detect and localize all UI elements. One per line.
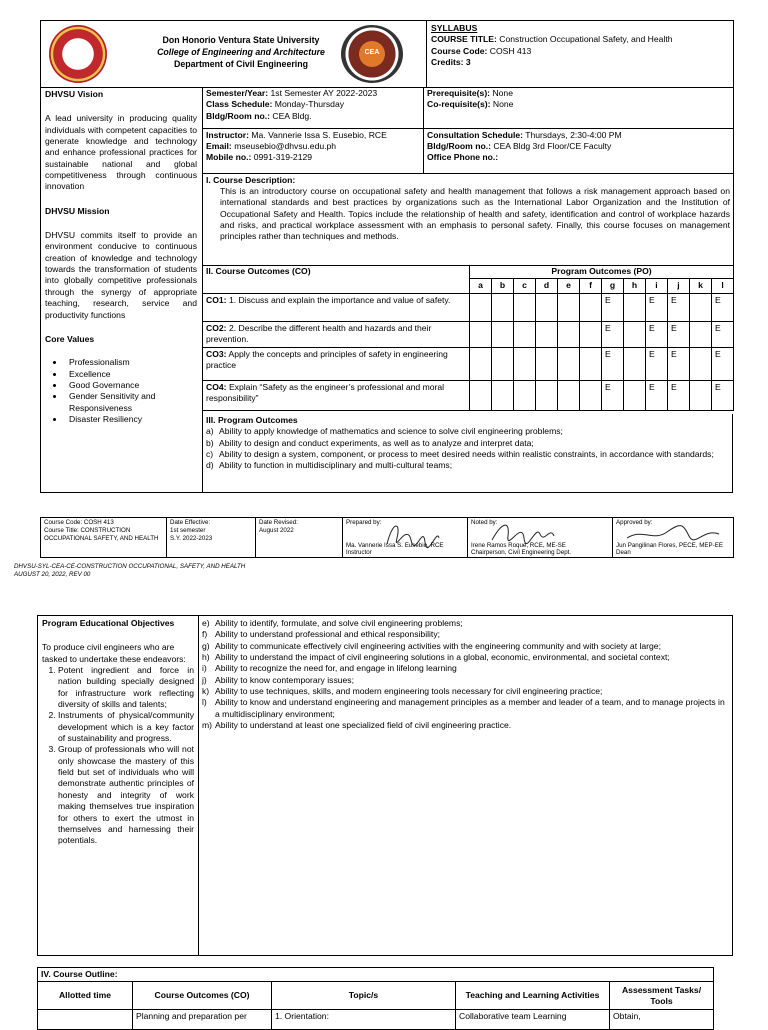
po-letter: f [580, 279, 602, 293]
program-outcomes-heading: III. Program Outcomes [206, 415, 298, 425]
room-value: CEA Bldg. [272, 110, 312, 121]
co-row [203, 347, 734, 380]
header-table [40, 20, 734, 88]
outcomes-table [202, 265, 734, 411]
program-outcome-letter: b) [206, 437, 214, 448]
footer-date-effective-label: Date Effective: [170, 519, 211, 526]
semester-cell [203, 87, 424, 128]
description-heading: I. Course Description: [206, 174, 296, 185]
peo-heading: Program Educational Objectives [42, 618, 175, 628]
program-outcome-item [206, 426, 729, 437]
program-outcome-letter: c) [206, 449, 214, 460]
program-outcome-letter: e) [202, 618, 210, 628]
header-cell [41, 21, 427, 88]
po-mark [492, 321, 514, 347]
program-outcomes-list [206, 426, 729, 471]
po-mark [536, 347, 558, 380]
po-mark [558, 293, 580, 321]
prereq-label: Prerequisite(s): [427, 88, 491, 98]
po-mark [624, 321, 646, 347]
po-mark [536, 293, 558, 321]
outline-cell: Collaborative team Learning [456, 1010, 610, 1030]
footer-noted-label: Noted by: [471, 519, 498, 526]
schedule-label: Class Schedule: [206, 99, 273, 110]
program-outcome-text: Ability to know contemporary issues; [215, 674, 354, 685]
peo-item: 2. Instruments of physical/community development which is a key factor of sustainability and progress. [58, 710, 194, 744]
core-values-list [45, 357, 197, 425]
core-value-item: • Disaster Resiliency [65, 414, 197, 425]
po-mark [580, 380, 602, 410]
document-id [14, 563, 245, 579]
room2-value: CEA Bldg 3rd Floor/CE Faculty [493, 140, 612, 151]
po-mark [514, 293, 536, 321]
program-outcome-letter: k) [202, 686, 210, 697]
core-value-item: • Gender Sensitivity and Responsiveness [65, 391, 197, 414]
footer-date-revised-label: Date Revised: [259, 519, 298, 526]
peo-item: 3. Group of professionals who will not only showcase the mastery of this field but set of individuals who will demonstrate authentic principles of honesty and integrity of work making themselves true inspiration for others to exert the utmost in themselves and harnessing their potentials. [58, 744, 194, 846]
program-outcome-letter: g) [202, 640, 210, 651]
core-value-item: • Good Governance [65, 380, 197, 391]
po-mark: E [602, 380, 624, 410]
po-mark: E [646, 347, 668, 380]
po-heading: Program Outcomes (PO) [470, 265, 734, 279]
instructor-cell [203, 128, 424, 173]
footer-date-revised: August 2022 [259, 526, 294, 534]
credits-label: Credits: [431, 57, 464, 68]
coreq-label: Co-requisite(s): [427, 99, 491, 110]
po-mark: E [668, 347, 690, 380]
course-title-label: COURSE TITLE: [431, 34, 497, 45]
footer-date-effective-cell [167, 518, 256, 558]
po-letter: b [492, 279, 514, 293]
co-description [203, 380, 470, 410]
description-text: This is an introductory course on occupational safety and health management that follows a risk management approach based on international standards and best practices by organizations such as the International Labor Organization and the Institution of Occupational Safety and Health. Topics include the relationship of health and safety, identification and control of workplace hazards and risks, and practical workplace assessment with an emphasis to personal safety. Finally, this course focuses on management principles rather than techniques and methods. [220, 185, 730, 242]
program-outcome-item [202, 675, 728, 686]
course-code-label: Course Code: [431, 45, 488, 56]
peo-list [42, 665, 194, 847]
vision-text: A lead university in producing quality individuals with competent capacities to generate knowledge and technology and enhance professional practices for sustainable national and global competitiveness through continuous innovation [45, 113, 197, 192]
college-logo-caption: CEA [364, 49, 380, 56]
footer-course-title: Course Title: CONSTRUCTION OCCUPATIONAL SAFETY, AND HEALTH [44, 526, 159, 542]
footer-prepared-cell [343, 518, 468, 558]
po-mark [580, 347, 602, 380]
department-name: Department of Civil Engineering [174, 58, 308, 69]
po-letter: l [712, 279, 734, 293]
program-outcome-text: Ability to understand at least one specialized field of civil engineering practice. [215, 720, 512, 731]
outline-cell: 1. Orientation: [272, 1010, 456, 1030]
program-outcome-text: Ability to use techniques, skills, and modern engineering tools necessary for civil engineering practice; [215, 686, 603, 697]
po-mark [514, 380, 536, 410]
program-outcome-text: Ability to apply knowledge of mathematics and science to solve civil engineering problems; [219, 426, 563, 437]
instructor-value: Ma. Vannerie Issa S. Eusebio, RCE [251, 129, 387, 140]
mission-text: DHVSU commits itself to provide an environment conducive to continuous creation of knowledge and technology towards the transformation of students into globally competitive professionals through the synergy of appropriate teaching, research, service and productivity functions [45, 230, 197, 320]
po-mark: E [712, 321, 734, 347]
credits: 3 [465, 57, 471, 68]
po-mark [624, 293, 646, 321]
college-logo [341, 25, 403, 83]
email-label: Email: [206, 140, 232, 151]
room2-label: Bldg/Room no.: [427, 140, 491, 151]
po-mark [624, 380, 646, 410]
consultation-cell [424, 128, 734, 173]
core-values-heading: Core Values [45, 333, 95, 344]
co-text: 2. Describe the different health and hazards and their prevention. [206, 322, 432, 345]
po-mark [514, 347, 536, 380]
co-text: Apply the concepts and principles of safety in engineering practice [206, 348, 448, 371]
program-outcome-text: Ability to understand professional and ethical responsibility; [215, 629, 440, 640]
prereq-cell [424, 87, 734, 128]
footer-course-cell [41, 518, 167, 558]
semester-label: Semester/Year: [206, 88, 269, 98]
po-letter: d [536, 279, 558, 293]
course-outline-heading: IV. Course Outline: [38, 968, 714, 982]
program-outcome-text: Ability to function in multidisciplinary and multi-cultural teams; [219, 460, 453, 471]
outline-col-topics: Topic/s [272, 982, 456, 1010]
po-mark [492, 293, 514, 321]
po-mark [536, 380, 558, 410]
outline-cell: Planning and preparation per [133, 1010, 272, 1030]
peo-block [37, 615, 733, 956]
co-text: 1. Discuss and explain the importance and value of safety. [228, 294, 451, 305]
office-label: Office Phone no.: [427, 152, 499, 163]
co-description [203, 347, 470, 380]
po-mark: E [602, 347, 624, 380]
program-outcome-text: Ability to design a system, component, or process to meet desired needs within realistic constraints, in accordance with standards; [219, 449, 714, 460]
co-code: CO3: [206, 348, 227, 359]
footer-noted-role: Chairperson, Civil Engineering Dept. [471, 549, 572, 556]
coreq-value: None [492, 99, 514, 110]
footer-approved-label: Approved by: [616, 519, 653, 526]
program-outcome-letter: f) [202, 629, 208, 640]
program-outcome-item [202, 663, 728, 674]
po-mark [470, 347, 492, 380]
peo-intro: To produce civil engineers who are tasked to undertake these endeavors: [42, 642, 186, 664]
co-description [203, 321, 470, 347]
footer-prepared-name: Ma. Vannerie Issa S. Eusebio, RCE [346, 542, 444, 549]
document-id-line: DHVSU-SYL-CEA-CE-CONSTRUCTION OCCUPATIONAL, SAFETY, AND HEALTH [14, 563, 246, 570]
footer-noted-cell [468, 518, 613, 558]
po-mark [536, 321, 558, 347]
consult-label: Consultation Schedule: [427, 129, 523, 140]
co-heading: II. Course Outcomes (CO) [203, 265, 470, 293]
left-column [40, 87, 203, 493]
po-letter: i [646, 279, 668, 293]
core-value-item: • Professionalism [65, 357, 197, 368]
po-mark [558, 380, 580, 410]
program-outcome-item [202, 618, 728, 629]
outline-cell: Obtain, [610, 1010, 714, 1030]
email-value: mseusebio@dhvsu.edu.ph [234, 140, 337, 151]
po-mark: E [646, 293, 668, 321]
outline-cell [38, 1010, 133, 1030]
college-name: College of Engineering and Architecture [157, 46, 325, 57]
program-outcome-text: Ability to communicate effectively civil engineering activities with the engineering community and with society at large; [215, 640, 661, 651]
po-mark: E [668, 321, 690, 347]
footer-date-effective-1: 1st semester [170, 526, 206, 534]
po-mark [470, 321, 492, 347]
footer-course-code: Course Code: COSH 413 [44, 519, 114, 526]
university-seal-logo [49, 25, 107, 83]
program-outcome-letter: l) [202, 697, 207, 708]
po-mark [492, 380, 514, 410]
po-mark [470, 380, 492, 410]
mobile-label: Mobile no.: [206, 152, 252, 163]
footer-table [40, 517, 734, 558]
program-outcome-text: Ability to design and conduct experiments, as well as to analyze and interpret data; [219, 437, 534, 448]
program-outcome-text: Ability to know and understand engineering and management principles as a member and leader of a team, and to manage projects in a multidisciplinary environment; [215, 697, 725, 719]
po-mark [690, 293, 712, 321]
co-row [203, 321, 734, 347]
po-letter: c [514, 279, 536, 293]
po-letter: g [602, 279, 624, 293]
po-mark: E [712, 347, 734, 380]
po-mark [492, 347, 514, 380]
program-outcome-item [206, 449, 729, 460]
po-mark [514, 321, 536, 347]
vision-heading: DHVSU Vision [45, 89, 104, 99]
peo-item: 1. Potent ingredient and force in nation building specially designed for infrastructure work reflecting diversity of skills and talents; [58, 665, 194, 710]
footer-date-effective-2: S.Y. 2022-2023 [170, 534, 213, 542]
university-name: Don Honorio Ventura State University [162, 35, 320, 45]
consult-value: Thursdays, 2:30-4:00 PM [525, 129, 622, 140]
mission-heading: DHVSU Mission [45, 205, 110, 216]
program-outcome-text: Ability to recognize the need for, and engage in lifelong learning [215, 663, 457, 674]
outline-col-co: Course Outcomes (CO) [133, 982, 272, 1010]
program-outcome-text: Ability to identify, formulate, and solve civil engineering problems; [215, 618, 463, 628]
po-mark [690, 380, 712, 410]
footer-approved-role: Dean [616, 549, 631, 556]
co-text: Explain “Safety as the engineer’s professional and moral responsibility” [206, 381, 445, 404]
po-mark: E [712, 380, 734, 410]
program-outcomes-list-continued [202, 618, 728, 731]
po-mark [690, 321, 712, 347]
footer-prepared-label: Prepared by: [346, 519, 382, 526]
mobile-value: 0991-319-2129 [253, 152, 313, 163]
co-description [203, 293, 470, 321]
footer-date-revised-cell [256, 518, 343, 558]
po-mark: E [668, 293, 690, 321]
footer-prepared-role: Instructor [346, 549, 372, 556]
program-outcome-letter: d) [206, 460, 214, 471]
po-mark: E [712, 293, 734, 321]
schedule-value: Monday-Thursday [274, 99, 345, 110]
program-outcome-letter: i) [202, 663, 207, 674]
program-outcome-letter: a) [206, 426, 214, 437]
description-cell [203, 173, 734, 265]
po-mark: E [646, 380, 668, 410]
info-table [202, 87, 734, 266]
co-row [203, 380, 734, 410]
co-row [203, 293, 734, 321]
program-outcome-letter: j) [202, 674, 207, 685]
course-outline-table [37, 967, 714, 1030]
program-outcome-letter: m) [202, 720, 213, 731]
po-mark [690, 347, 712, 380]
po-mark [470, 293, 492, 321]
po-letter: j [668, 279, 690, 293]
po-mark [580, 293, 602, 321]
core-value-item: • Excellence [65, 369, 197, 380]
po-mark [558, 347, 580, 380]
footer-approved-cell [613, 518, 734, 558]
outline-col-activities: Teaching and Learning Activities [456, 982, 610, 1010]
document-revision-line: AUGUST 20, 2022, REV 00 [14, 570, 91, 578]
footer-noted-name: Irene Ramos Roque, RCE, ME-SE [471, 542, 566, 549]
co-code: CO4: [206, 381, 227, 392]
instructor-label: Instructor: [206, 129, 249, 140]
program-outcome-item [202, 686, 728, 697]
footer-approved-name: Jun Pangilinan Flores, PECE, MEP-EE [616, 542, 723, 549]
po-mark [580, 321, 602, 347]
program-outcome-item [202, 697, 728, 720]
room-label: Bldg/Room no.: [206, 110, 270, 121]
semester-value: 1st Semester AY 2022-2023 [270, 88, 378, 98]
program-outcome-text: Ability to understand the impact of civil engineering solutions in a global, economic, environmental, and societal context; [215, 652, 670, 663]
program-outcome-item [202, 629, 728, 640]
syllabus-title: SYLLABUS [431, 23, 478, 33]
po-mark [558, 321, 580, 347]
po-mark: E [602, 293, 624, 321]
course-title: Construction Occupational Safety, and Health [499, 34, 673, 45]
prereq-value: None [492, 88, 513, 98]
program-outcome-letter: h) [202, 652, 210, 663]
po-mark [624, 347, 646, 380]
co-code: CO1: [206, 294, 227, 305]
program-outcome-item [206, 460, 729, 471]
po-letter: k [690, 279, 712, 293]
course-code: COSH 413 [489, 45, 532, 56]
program-outcome-item [202, 652, 728, 663]
po-mark: E [668, 380, 690, 410]
program-outcome-item [206, 438, 729, 449]
po-letter: e [558, 279, 580, 293]
program-outcome-item [202, 641, 728, 652]
program-outcome-item [202, 720, 728, 731]
po-letter: a [470, 279, 492, 293]
program-outcomes-cell [202, 414, 733, 493]
co-code: CO2: [206, 322, 227, 333]
peo-column [38, 616, 198, 849]
outline-col-assessment: Assessment Tasks/ Tools [610, 982, 714, 1010]
po-mark: E [602, 321, 624, 347]
outline-col-time: Allotted time [38, 982, 133, 1010]
po-mark: E [646, 321, 668, 347]
syllabus-cell [427, 21, 734, 88]
po-letter: h [624, 279, 646, 293]
